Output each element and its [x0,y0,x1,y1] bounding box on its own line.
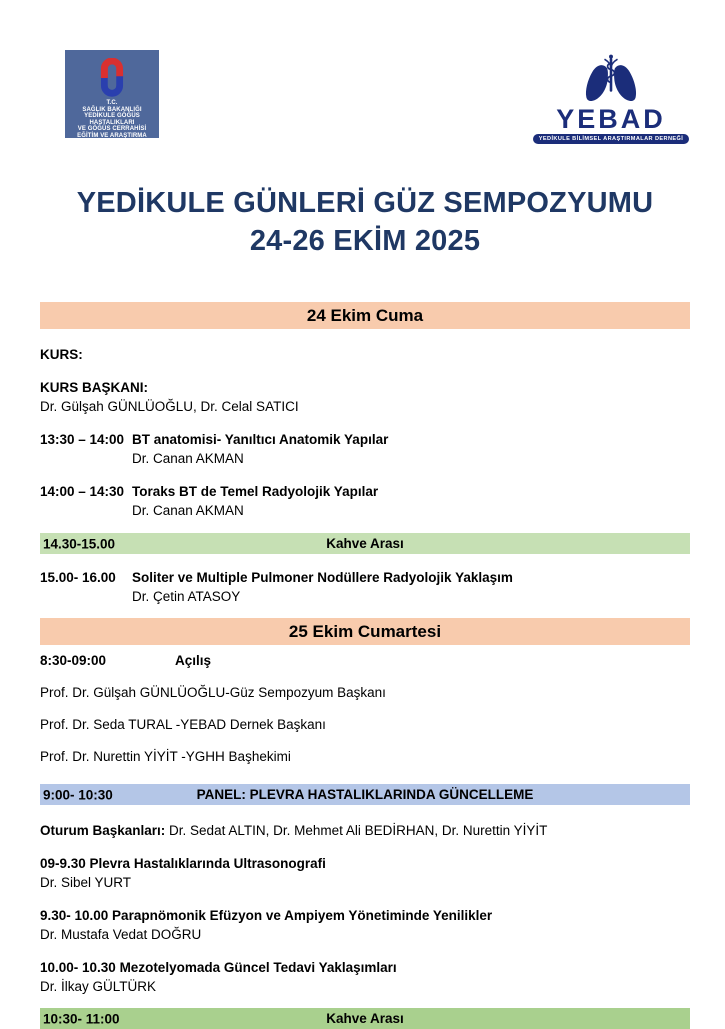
page-title-line1: YEDİKULE GÜNLERİ GÜZ SEMPOZYUMU [76,187,654,219]
talk-row [40,854,690,892]
hospital-logo-line: VE GÖĞÜS CERRAHİSİ [77,126,147,133]
talk-row [40,958,690,996]
hospital-logo-text [65,100,159,146]
yebad-logo [532,50,690,144]
hospital-arch-icon [95,58,129,98]
day1-header: 24 Ekim Cuma [40,302,690,329]
kurs-chairs: Dr. Gülşah GÜNLÜOĞLU, Dr. Celal SATICI [40,399,299,414]
coffee-break-bar [40,533,690,554]
session-time: 15.00- 16.00 [40,570,116,585]
talk-title: 09-9.30 Plevra Hastalıklarında Ultrasonografi [40,856,326,871]
lungs-caduceus-icon [578,54,644,106]
break-time: 10:30- 11:00 [43,1011,120,1026]
session-time: 14:00 – 14:30 [40,484,125,499]
talk-speaker: Dr. İlkay GÜLTÜRK [40,979,157,994]
session-speaker: Dr. Canan AKMAN [132,503,244,518]
hospital-logo-line: SAĞLIK BAKANLIĞI [82,106,142,113]
moderators-line [40,821,690,840]
page-title [40,184,690,260]
session-title: BT anatomisi- Yanıltıcı Anatomik Yapılar [132,432,389,447]
session-speaker: Dr. Çetin ATASOY [132,589,241,604]
panel-bar [40,784,690,805]
talk-row [40,906,690,944]
day2-header: 25 Ekim Cumartesi [40,618,690,645]
session-row [40,568,690,606]
talk-title: 9.30- 10.00 Parapnömonik Efüzyon ve Ampiyem Yönetiminde Yenilikler [40,908,493,923]
break-label: Kahve Arası [326,536,404,551]
session-row [40,430,690,468]
opening-time: 8:30-09:00 [40,653,107,668]
kurs-chair-label: KURS BAŞKANI: [40,380,148,395]
hospital-logo-line: T.C. [106,100,118,106]
moderators-label: Oturum Başkanları: [40,823,166,838]
session-speaker: Dr. Canan AKMAN [132,451,244,466]
session-time: 13:30 – 14:00 [40,432,125,447]
session-title: Soliter ve Multiple Pulmoner Nodüllere Radyolojik Yaklaşım [132,570,513,585]
break-time: 14.30-15.00 [43,536,116,551]
talk-title: 10.00- 10.30 Mezotelyomada Güncel Tedavi Yaklaşımları [40,960,397,975]
hospital-logo-line: YEDİKULE GÖĞÜS HASTALIKLARI [84,113,140,126]
header-logos [40,0,690,144]
hospital-logo-line: EĞİTİM VE ARAŞTIRMA HASTANESİ [77,132,147,146]
opening-speech: Prof. Dr. Seda TURAL -YEBAD Dernek Başkanı [40,717,326,732]
panel-title: PANEL: PLEVRA HASTALIKLARINDA GÜNCELLEME [196,787,534,802]
opening-speech: Prof. Dr. Gülşah GÜNLÜOĞLU-Güz Sempozyum Başkanı [40,685,386,700]
hospital-logo [65,50,159,146]
session-title: Toraks BT de Temel Radyolojik Yapılar [132,484,379,499]
yebad-logo-subtitle: YEDİKULE BİLİMSEL ARAŞTIRMALAR DERNEĞİ [533,134,689,144]
page-title-line2: 24-26 EKİM 2025 [249,225,481,257]
opening-title: Açılış [175,653,212,668]
session-row [40,482,690,520]
opening-row [40,651,690,670]
break-label: Kahve Arası [326,1011,404,1026]
moderators-names: Dr. Sedat ALTIN, Dr. Mehmet Ali BEDİRHAN, Dr. Nurettin YİYİT [165,823,548,838]
program-content [40,0,690,1029]
kurs-label: KURS: [40,347,83,362]
coffee-break-bar [40,1008,690,1029]
yebad-logo-name: YEBAD [556,104,666,134]
talk-speaker: Dr. Mustafa Vedat DOĞRU [40,927,202,942]
opening-speech: Prof. Dr. Nurettin YİYİT -YGHH Başhekimi [40,749,291,764]
talk-speaker: Dr. Sibel YURT [40,875,132,890]
panel-time: 9:00- 10:30 [43,787,113,802]
